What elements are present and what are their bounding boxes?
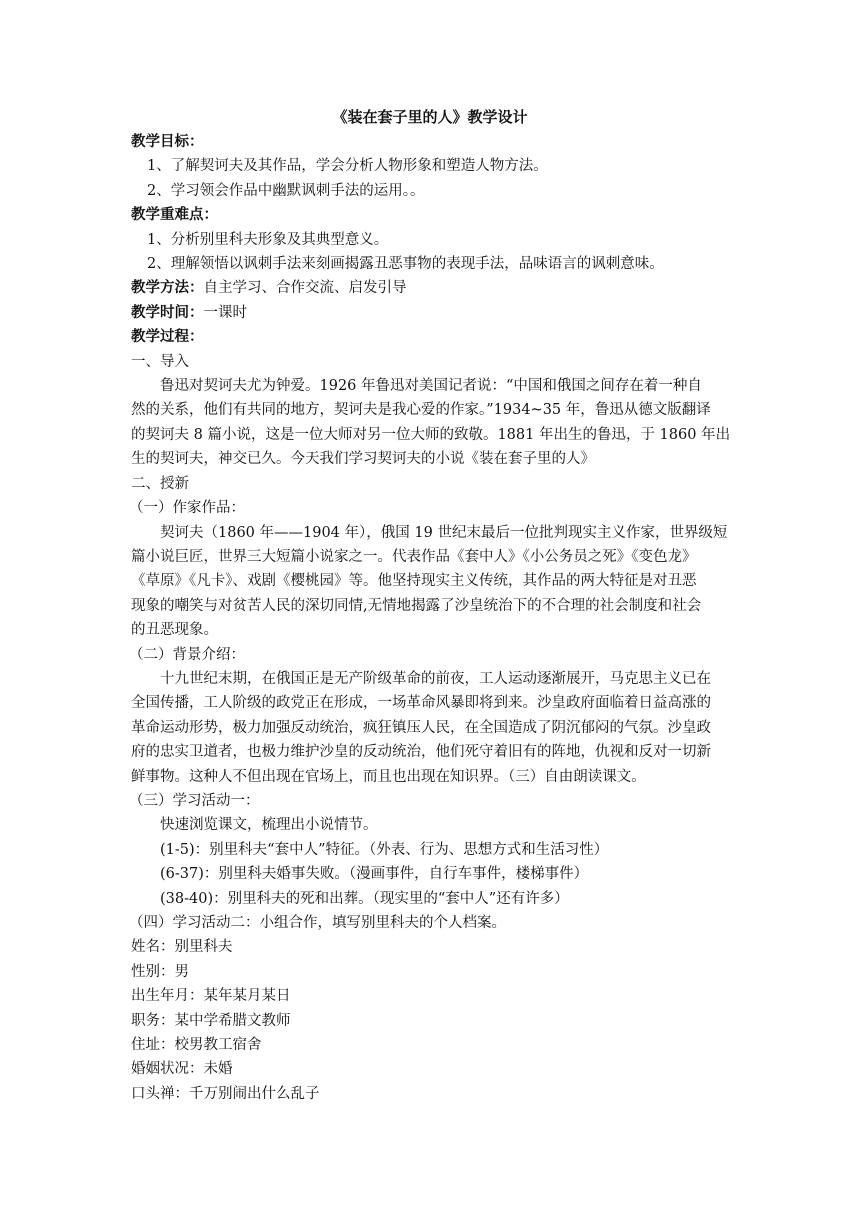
paragraph-line: 《草原》《凡卡》、戏剧《樱桃园》等。他坚持现实主义传统，其作品的两大特征是对丑恶 (131, 573, 697, 590)
document-body (131, 130, 731, 1106)
process-heading: 教学过程： (131, 329, 204, 346)
section-heading: 二、授新 (131, 475, 189, 492)
paragraph-line: 的契诃夫 8 篇小说，这是一位大师对另一位大师的致敬。1881 年出生的鲁迅，于 1860 年出 (131, 426, 731, 443)
keypoint-item: 1、分析别里科夫形象及其典型意义。 (147, 231, 389, 248)
profile-line: 口头禅：千万别闹出什么乱子 (131, 1085, 320, 1102)
subsection-heading: （一）作家作品： (129, 500, 245, 517)
paragraph-line: 府的忠实卫道者，也极力维护沙皇的反动统治，他们死守着旧有的阵地，仇视和反对一切新 (131, 744, 711, 761)
time-label: 教学时间： (131, 304, 204, 321)
keypoints-heading: 教学重难点： (131, 207, 218, 224)
subsection-heading: （四）学习活动二：小组合作，填写别里科夫的个人档案。 (129, 915, 506, 931)
activity-line: (6-37)：别里科夫婚事失败。（漫画事件，自行车事件，楼梯事件） (160, 866, 589, 883)
activity-line: 快速浏览课文，梳理出小说情节。 (160, 817, 378, 834)
profile-line: 出生年月：某年某月某日 (131, 988, 291, 1005)
subsection-heading: （二）背景介绍： (129, 646, 245, 663)
time-line (131, 301, 731, 325)
objective-item: 1、了解契诃夫及其作品，学会分析人物形象和塑造人物方法。 (147, 158, 548, 175)
profile-line: 性别：男 (131, 963, 189, 980)
paragraph-line: 篇小说巨匠，世界三大短篇小说家之一。代表作品《套中人》《小公务员之死》《变色龙》 (131, 548, 697, 565)
profile-line: 姓名：别里科夫 (131, 939, 233, 956)
paragraph-line: 革命运动形势，极力加强反动统治，疯狂镇压人民，在全国造成了阴沉郁闷的气氛。沙皇政 (131, 719, 711, 736)
section-heading: 一、导入 (131, 353, 189, 370)
subsection-heading: （三）学习活动一： (129, 792, 260, 809)
paragraph-line: 全国传播，工人阶级的政党正在形成，一场革命风暴即将到来。沙皇政府面临着日益高涨的 (131, 695, 711, 712)
time-value: 一课时 (203, 304, 247, 321)
paragraph-line: 鲜事物。这种人不但出现在官场上，而且也出现在知识界。（三）自由朗读课文。 (131, 768, 646, 785)
method-label: 教学方法： (131, 280, 204, 297)
paragraph-line: 的丑恶现象。 (131, 622, 218, 639)
paragraph-line: 契诃夫（1860 年——1904 年），俄国 19 世纪末最后一位批判现实主义作家，世界级短 (160, 524, 728, 541)
paragraph-line: 生的契诃夫，神交已久。今天我们学习契诃夫的小说《装在套子里的人》 (131, 451, 595, 468)
objective-item: 2、学习领会作品中幽默讽刺手法的运用。。 (147, 182, 425, 199)
paragraph-line: 然的关系，他们有共同的地方，契诃夫是我心爱的作家。”1934~35 年，鲁迅从德文版翻译 (131, 402, 711, 419)
paragraph-line: 鲁迅对契诃夫尤为钟爱。1926 年鲁迅对美国记者说：“中国和俄国之间存在着一种自 (160, 378, 702, 395)
method-value: 自主学习、合作交流、启发引导 (203, 280, 407, 297)
activity-line: (38-40)：别里科夫的死和出葬。（现实里的“套中人”还有许多） (160, 890, 569, 907)
method-line (131, 276, 731, 300)
objectives-heading: 教学目标： (131, 134, 204, 150)
profile-line: 职务：某中学希腊文教师 (131, 1012, 291, 1029)
paragraph-line: 十九世纪末期，在俄国正是无产阶级革命的前夜，工人运动逐渐展开，马克思主义已在 (160, 670, 711, 687)
profile-line: 婚姻状况：未婚 (131, 1061, 233, 1078)
activity-line: (1-5)：别里科夫“套中人”特征。（外表、行为、思想方式和生活习性） (160, 841, 609, 858)
profile-line: 住址：校男教工宿舍 (131, 1037, 262, 1054)
document-title: 《装在套子里的人》教学设计 (332, 108, 528, 126)
keypoint-item: 2、理解领悟以讽刺手法来刻画揭露丑恶事物的表现手法，品味语言的讽刺意味。 (147, 256, 664, 273)
paragraph-line: 现象的嘲笑与对贫苦人民的深切同情,无情地揭露了沙皇统治下的不合理的社会制度和社会 (131, 597, 702, 614)
